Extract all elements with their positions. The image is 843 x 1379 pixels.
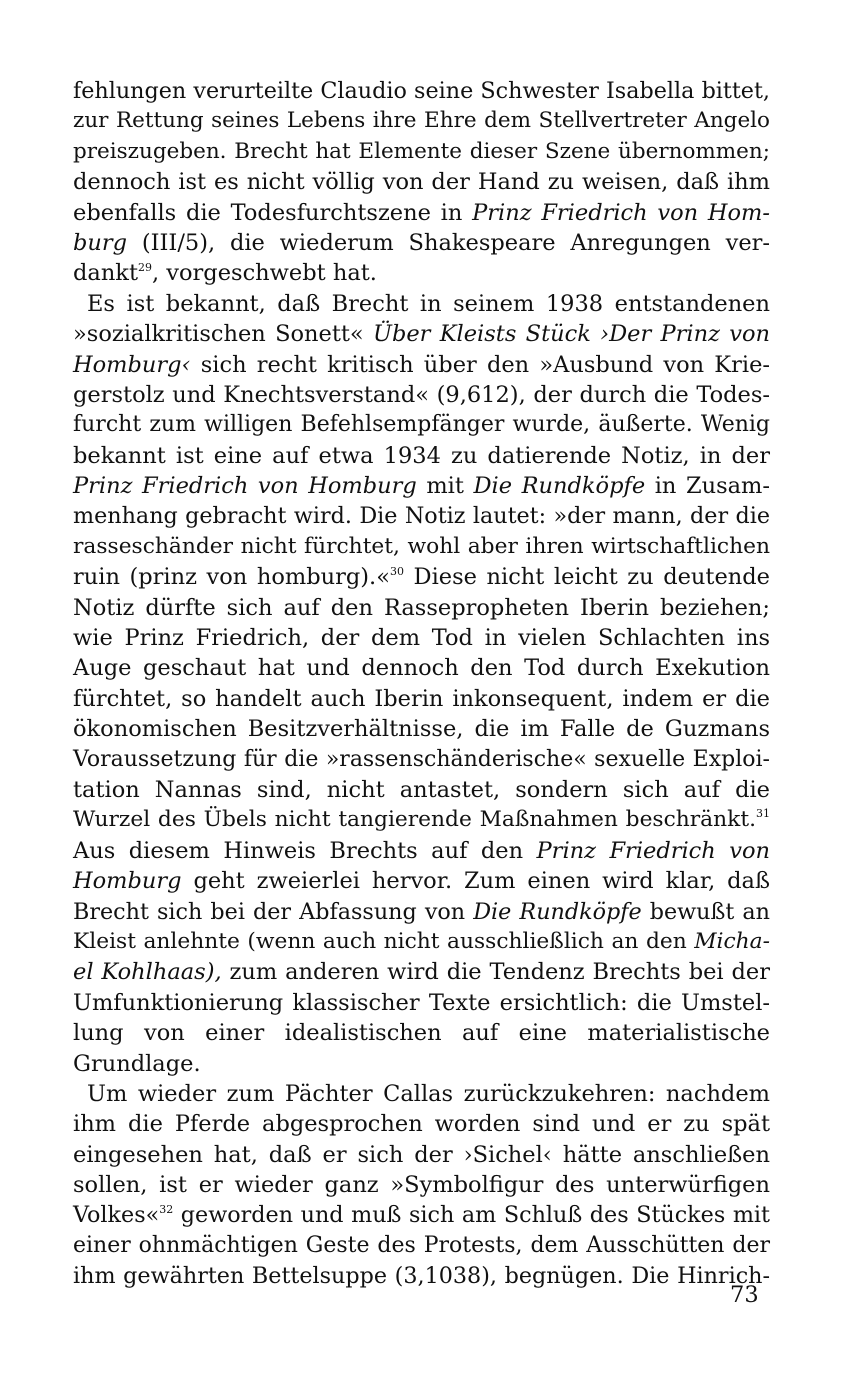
text-line xyxy=(73,1049,770,1079)
text-line xyxy=(73,410,770,440)
footnote-marker: 32 xyxy=(159,1203,174,1217)
italic-title-text: Prinz Friedrich von Homburg xyxy=(73,473,417,500)
text-line xyxy=(73,623,770,653)
text-segment: dankt xyxy=(73,260,138,287)
text-segment: Diese nicht leicht zu deutende xyxy=(403,564,770,591)
text-line xyxy=(73,441,770,471)
text-line xyxy=(73,501,770,531)
text-segment: Volkes« xyxy=(73,1202,160,1229)
text-segment: Es ist bekannt, daß Brecht in seinem 1938 entstandenen xyxy=(87,290,770,317)
text-line xyxy=(73,775,770,805)
text-line xyxy=(73,593,770,623)
text-segment: rasseschänder nicht fürchtet, wohl aber ihren wirtschaftlichen xyxy=(73,533,770,559)
text-segment: Notiz dürfte sich auf den Rassepropheten Iberin beziehen; xyxy=(73,594,770,621)
text-line xyxy=(73,167,770,197)
text-segment: Aus diesem Hinweis Brechts auf den xyxy=(73,837,537,864)
text-segment: geht zweierlei hervor. Zum einen wird klar, daß xyxy=(181,868,770,895)
text-segment: ebenfalls die Todesfurchtszene in xyxy=(73,199,473,226)
text-line xyxy=(73,76,770,106)
text-line xyxy=(73,106,770,136)
text-segment: zum anderen wird die Tendenz Brechts bei der xyxy=(221,959,770,986)
footnote-marker: 30 xyxy=(389,565,404,579)
text-segment: in Zusam- xyxy=(645,473,770,500)
text-line xyxy=(73,319,770,349)
text-line xyxy=(73,957,770,987)
text-line xyxy=(73,289,770,319)
text-segment: eingesehen hat, daß er sich der ›Sichel‹ hätte anschließen xyxy=(73,1141,770,1168)
text-segment: furcht zum willigen Befehlsempfänger wurde, äußerte. Wenig xyxy=(73,412,770,438)
text-segment: zur Rettung seines Lebens ihre Ehre dem Stellvertreter Angelo xyxy=(73,108,770,134)
text-line xyxy=(73,988,770,1018)
text-line xyxy=(73,927,770,957)
text-segment: (III/5), die wiederum Shakespeare Anregungen ver- xyxy=(127,229,770,256)
text-segment: menhang gebracht wird. Die Notiz lautet: »der mann, der die xyxy=(73,503,770,530)
italic-title-text: Prinz Friedrich von Hom- xyxy=(472,199,770,226)
italic-title-text: Homburg xyxy=(73,868,182,895)
text-segment: gerstolz und Knechtsverstand« (9,612), der durch die Todes- xyxy=(73,381,770,408)
text-segment: fehlungen verurteilte Claudio seine Schwester Isabella bittet, xyxy=(73,78,770,104)
text-line xyxy=(73,1200,770,1230)
text-segment: einer ohnmächtigen Geste des Protests, dem Ausschütten der xyxy=(73,1232,770,1258)
text-segment: sollen, ist er wieder ganz »Symbolfigur des unterwürfigen xyxy=(73,1172,770,1199)
text-line xyxy=(73,471,770,501)
text-line xyxy=(73,380,770,410)
text-line xyxy=(73,1170,770,1200)
text-line xyxy=(73,258,770,288)
text-segment: Grundlage. xyxy=(73,1050,201,1077)
text-line xyxy=(73,1079,770,1109)
text-segment: , vorgeschwebt hat. xyxy=(151,260,377,287)
text-segment: »sozialkritischen Sonett« xyxy=(73,321,373,348)
text-segment: wie Prinz Friedrich, der dem Tod in vielen Schlachten ins xyxy=(73,625,770,652)
footnote-marker: 31 xyxy=(756,807,770,821)
text-line xyxy=(73,745,770,775)
text-segment: preiszugeben. Brecht hat Elemente dieser Szene übernommen; xyxy=(73,138,770,164)
text-line xyxy=(73,1231,770,1261)
text-segment: ihm gewährten Bettelsuppe (3,1038), begnügen. Die Hinrich- xyxy=(73,1263,770,1290)
text-segment: fürchtet, so handelt auch Iberin inkonsequent, indem er die xyxy=(73,685,770,712)
text-line xyxy=(73,1109,770,1139)
text-segment: tation Nannas sind, nicht antastet, sondern sich auf die xyxy=(73,776,770,803)
italic-title-text: Prinz Friedrich von xyxy=(536,837,770,864)
text-line xyxy=(73,1140,770,1170)
text-segment: geworden und muß sich am Schluß des Stückes mit xyxy=(173,1202,770,1229)
italic-title-text: Die Rundköpfe xyxy=(473,473,646,500)
text-line xyxy=(73,805,770,835)
text-line xyxy=(73,897,770,927)
italic-title-text: Die Rundköpfe xyxy=(473,898,642,925)
text-segment: bekannt ist eine auf etwa 1934 zu datierende Notiz, in der xyxy=(73,442,770,469)
text-line xyxy=(73,1018,770,1048)
text-segment: mit xyxy=(416,473,474,500)
text-line xyxy=(73,562,770,592)
text-segment: sich recht kritisch über den »Ausbund von Krie- xyxy=(190,351,770,378)
text-segment: ihm die Pferde abgesprochen worden sind und er zu spät xyxy=(73,1111,770,1138)
text-line xyxy=(73,1261,770,1291)
text-segment: Brecht sich bei der Abfassung von xyxy=(73,898,474,925)
italic-title-text: burg xyxy=(73,229,128,256)
page-number: 73 xyxy=(730,1282,759,1308)
text-line xyxy=(73,137,770,167)
text-segment: bewußt an xyxy=(641,898,770,925)
text-segment: Um wieder zum Pächter Callas zurückzukehren: nachdem xyxy=(87,1080,770,1107)
text-segment: ökonomischen Besitzverhältnisse, die im Falle de Guzmans xyxy=(73,716,770,743)
text-segment: dennoch ist es nicht völlig von der Hand zu weisen, daß ihm xyxy=(73,169,770,196)
text-segment: Kleist anlehnte (wenn auch nicht ausschließlich an den xyxy=(73,928,695,954)
text-segment: Wurzel des Übels nicht tangierende Maßnahmen beschränkt. xyxy=(73,807,756,833)
text-line xyxy=(73,714,770,744)
text-line xyxy=(73,198,770,228)
text-line xyxy=(73,836,770,866)
text-segment: lung von einer idealistischen auf eine materialistische xyxy=(73,1020,770,1047)
text-line xyxy=(73,350,770,380)
text-segment: Auge geschaut hat und dennoch den Tod durch Exekution xyxy=(73,655,770,682)
text-line xyxy=(73,653,770,683)
book-page-body xyxy=(73,76,770,1292)
italic-title-text: Micha- xyxy=(694,928,770,954)
italic-title-text: Über Kleists Stück ›Der Prinz von xyxy=(372,321,770,348)
italic-title-text: el Kohlhaas), xyxy=(73,959,222,986)
text-line xyxy=(73,228,770,258)
text-line xyxy=(73,684,770,714)
text-line xyxy=(73,866,770,896)
text-segment: ruin (prinz von homburg).« xyxy=(73,564,390,591)
footnote-marker: 29 xyxy=(137,261,152,275)
text-segment: Umfunktionierung klassischer Texte ersichtlich: die Umstel- xyxy=(73,989,770,1016)
italic-title-text: Homburg‹ xyxy=(73,351,191,378)
text-segment: Voraussetzung für die »rassenschänderische« sexuelle Exploi- xyxy=(73,746,770,772)
text-line xyxy=(73,532,770,562)
